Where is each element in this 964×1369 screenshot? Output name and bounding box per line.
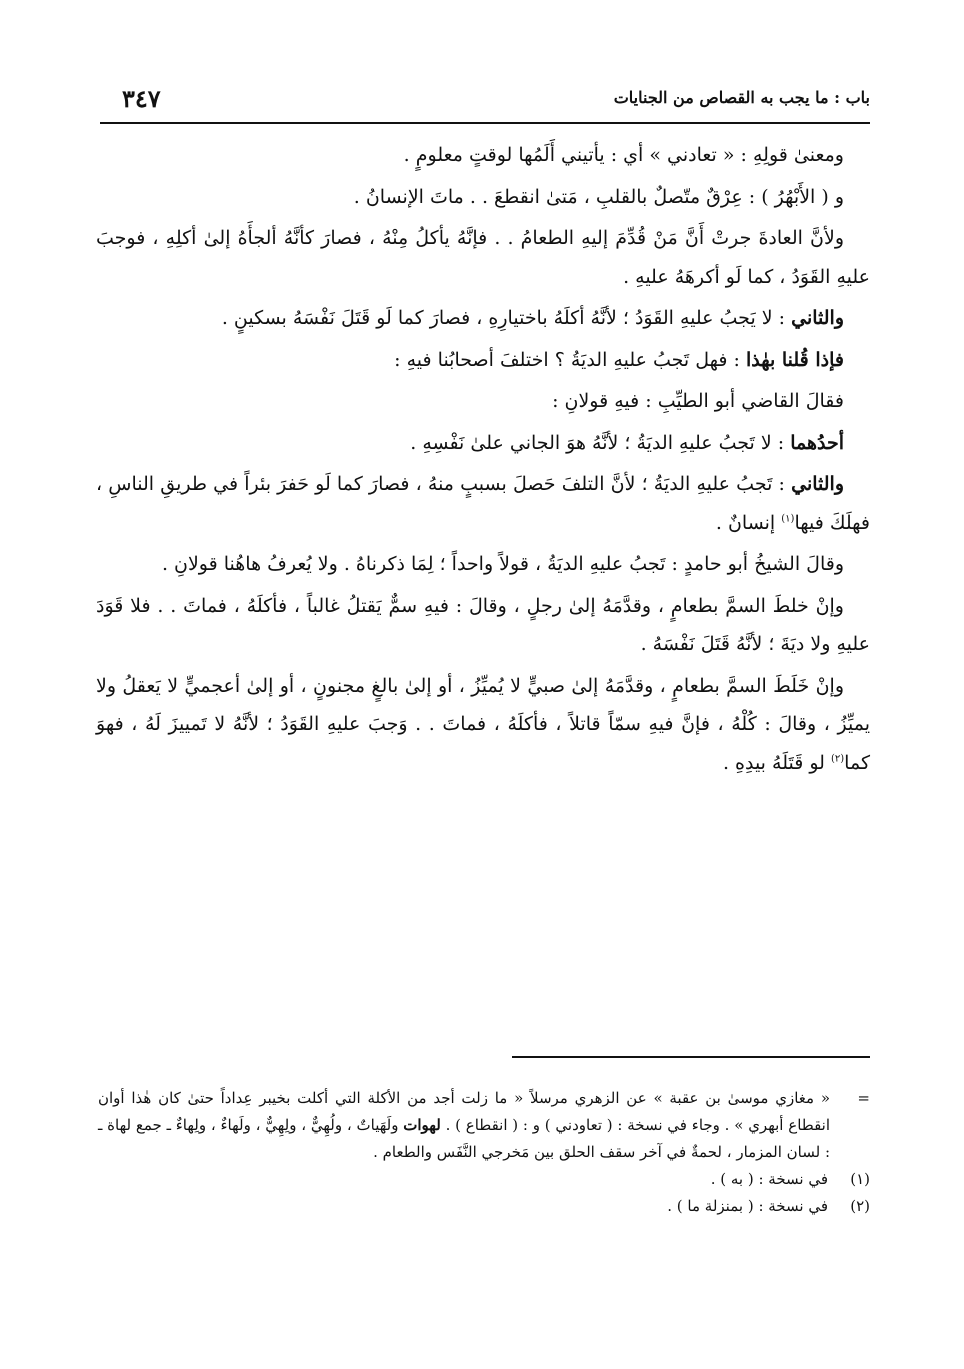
chapter-title: باب : ما يجب به القصاص من الجنايات [613,88,870,107]
paragraph [96,424,870,463]
paragraph: ومعنىٰ قولِهِ : « تعادني » أي : يأتيني أَلَمُها لوقتٍ معلومٍ . [403,144,844,166]
paragraph [96,299,870,338]
continuation-mark: = [857,1089,870,1107]
paragraph-lead: والثاني [791,307,844,329]
paragraph-text: : لا تَجبُ عليهِ الديَةُ ؛ لأنَّهُ هوَ الجاني علىٰ نَفْسِهِ . [410,431,791,454]
paragraph [96,465,870,542]
footnote-text: في نسخة : ( به ) . [710,1170,828,1188]
footnote-2 [98,1193,870,1220]
header-divider [100,122,870,124]
running-header [100,84,870,120]
footnote-ref[interactable]: (١) [781,513,795,525]
paragraph-lead: أحدُهما [790,431,844,454]
paragraph: و ( الأَبْهُرُ ) : عِرْقٌ متّصلٌ بالقلبِ ، مَتىٰ انقطعَ . . ماتَ الإنسانُ . [353,185,844,208]
paragraph: ولأنَّ العادةَ جرتْ أَنَّ مَنْ قُدِّمَ إليهِ الطعامُ . . فإنَّهُ يأكلُ مِنْهُ ، فصارَ كأنَّهُ ألجأَهُ إلىٰ أكلِهِ ، فوجبَ عليهِ القَوَدُ ، كما لَو أكرهَهُ عليهِ . [96,227,870,288]
footnote-ref[interactable]: (٢) [830,753,845,765]
paragraph-text: : لا يَجبُ عليهِ القَوَدُ ؛ لأنَّهُ أكلَهُ باختيارِهِ ، فصارَ كما لَو قَتَلَ نَفْسَهُ بسكينٍ . [221,307,792,329]
footnote-keyword: لهوات [403,1116,441,1134]
paragraph-lead: والثاني [791,473,844,495]
paragraph-text: : فهل تَجبُ عليهِ الديَةُ ؟ اختلفَ أصحابُنا فيهِ : [394,348,746,371]
page-number: ٣٤٧ [122,84,161,113]
paragraph: وقالَ الشيخُ أبو حامدٍ : تَجبُ عليهِ الديَةُ ، قولاً واحداً ؛ لِمَا ذكرناهُ . ولا يُعرفُ هاهُنا قولانِ . [161,553,844,575]
paragraph-text: إنسانٌ . [715,511,782,534]
footnote-number: (٢) [850,1197,870,1215]
paragraph-lead: فإذا قُلنا بهٰذا [745,348,844,371]
paragraph-text: لو قَتَلَهُ بيدِهِ . [722,751,831,774]
footnote-continuation [98,1085,870,1166]
paragraph: وإنْ خلطَ السمَّ بطعامٍ ، وقدَّمَهُ إلىٰ رجلٍ ، وقالَ : فيهِ سمٌّ يَقتلُ غالباً ، فأكلَهُ ، فماتَ . . فلا قَوَدَ عليهِ ولا ديَةَ ؛ لأنَّهُ قَتَلَ نَفْسَهُ . [96,594,870,655]
footnote-number: (١) [850,1170,870,1188]
paragraph-text: : تَجبُ عليهِ الديَةُ ؛ لأنَّ التلفَ حَصلَ بسببٍ منهُ ، فصارَ كما لَو حَفرَ بئراً في طريقِ الناسِ ، فهلَكَ فيها [96,473,870,534]
footnote-text: ولَهَياتٌ ، ولُهِيٌّ ، ولِهِيٌّ ، ولَهاءٌ ، ولِهاءٌ ـ جمع لهاة ـ : لسان المزمار ، لحمةٌ في آخر سقف الحلق بين مَخرجي النَّفَس والطعام . [98,1116,830,1161]
paragraph [96,341,870,380]
paragraph [96,667,870,783]
footnote-divider [512,1056,870,1058]
main-text [96,136,870,785]
footnote-text: « مغازي موسىٰ بن عقبة » عن الزهري مرسلاً « ما زلت أجد من الأكلة التي أكلت بخيبر عِداداً حتىٰ كان هٰذا أوان انقطاع أبهري » . وجاء في نسخة : ( تعاودني ) و : ( انقطاع ) . [98,1089,830,1134]
footnote-text: في نسخة : ( بمنزلة ما ) . [667,1197,828,1215]
footnotes [98,1085,870,1220]
footnote-1 [98,1166,870,1193]
paragraph: فقالَ القاضي أبو الطيِّبِ : فيهِ قولانِ : [552,390,844,412]
paragraph-text: وإنْ خَلَطَ السمَّ بطعامٍ ، وقدَّمَهُ إلىٰ صبيٍّ لا يُميِّزُ ، أو إلىٰ بالغٍ مجنونٍ ، أو إلىٰ أعجميٍّ لا يَعقلُ ولا يميِّزُ ، وقالَ : كُلْهُ ، فإنَّ فيهِ سمّاً قاتلاً ، فأكلَهُ ، فماتَ . . وَجبَ عليهِ القَوَدُ ؛ لأنَّهُ لا تَمييزَ لَهُ ، فهوَ كما [96,674,870,774]
